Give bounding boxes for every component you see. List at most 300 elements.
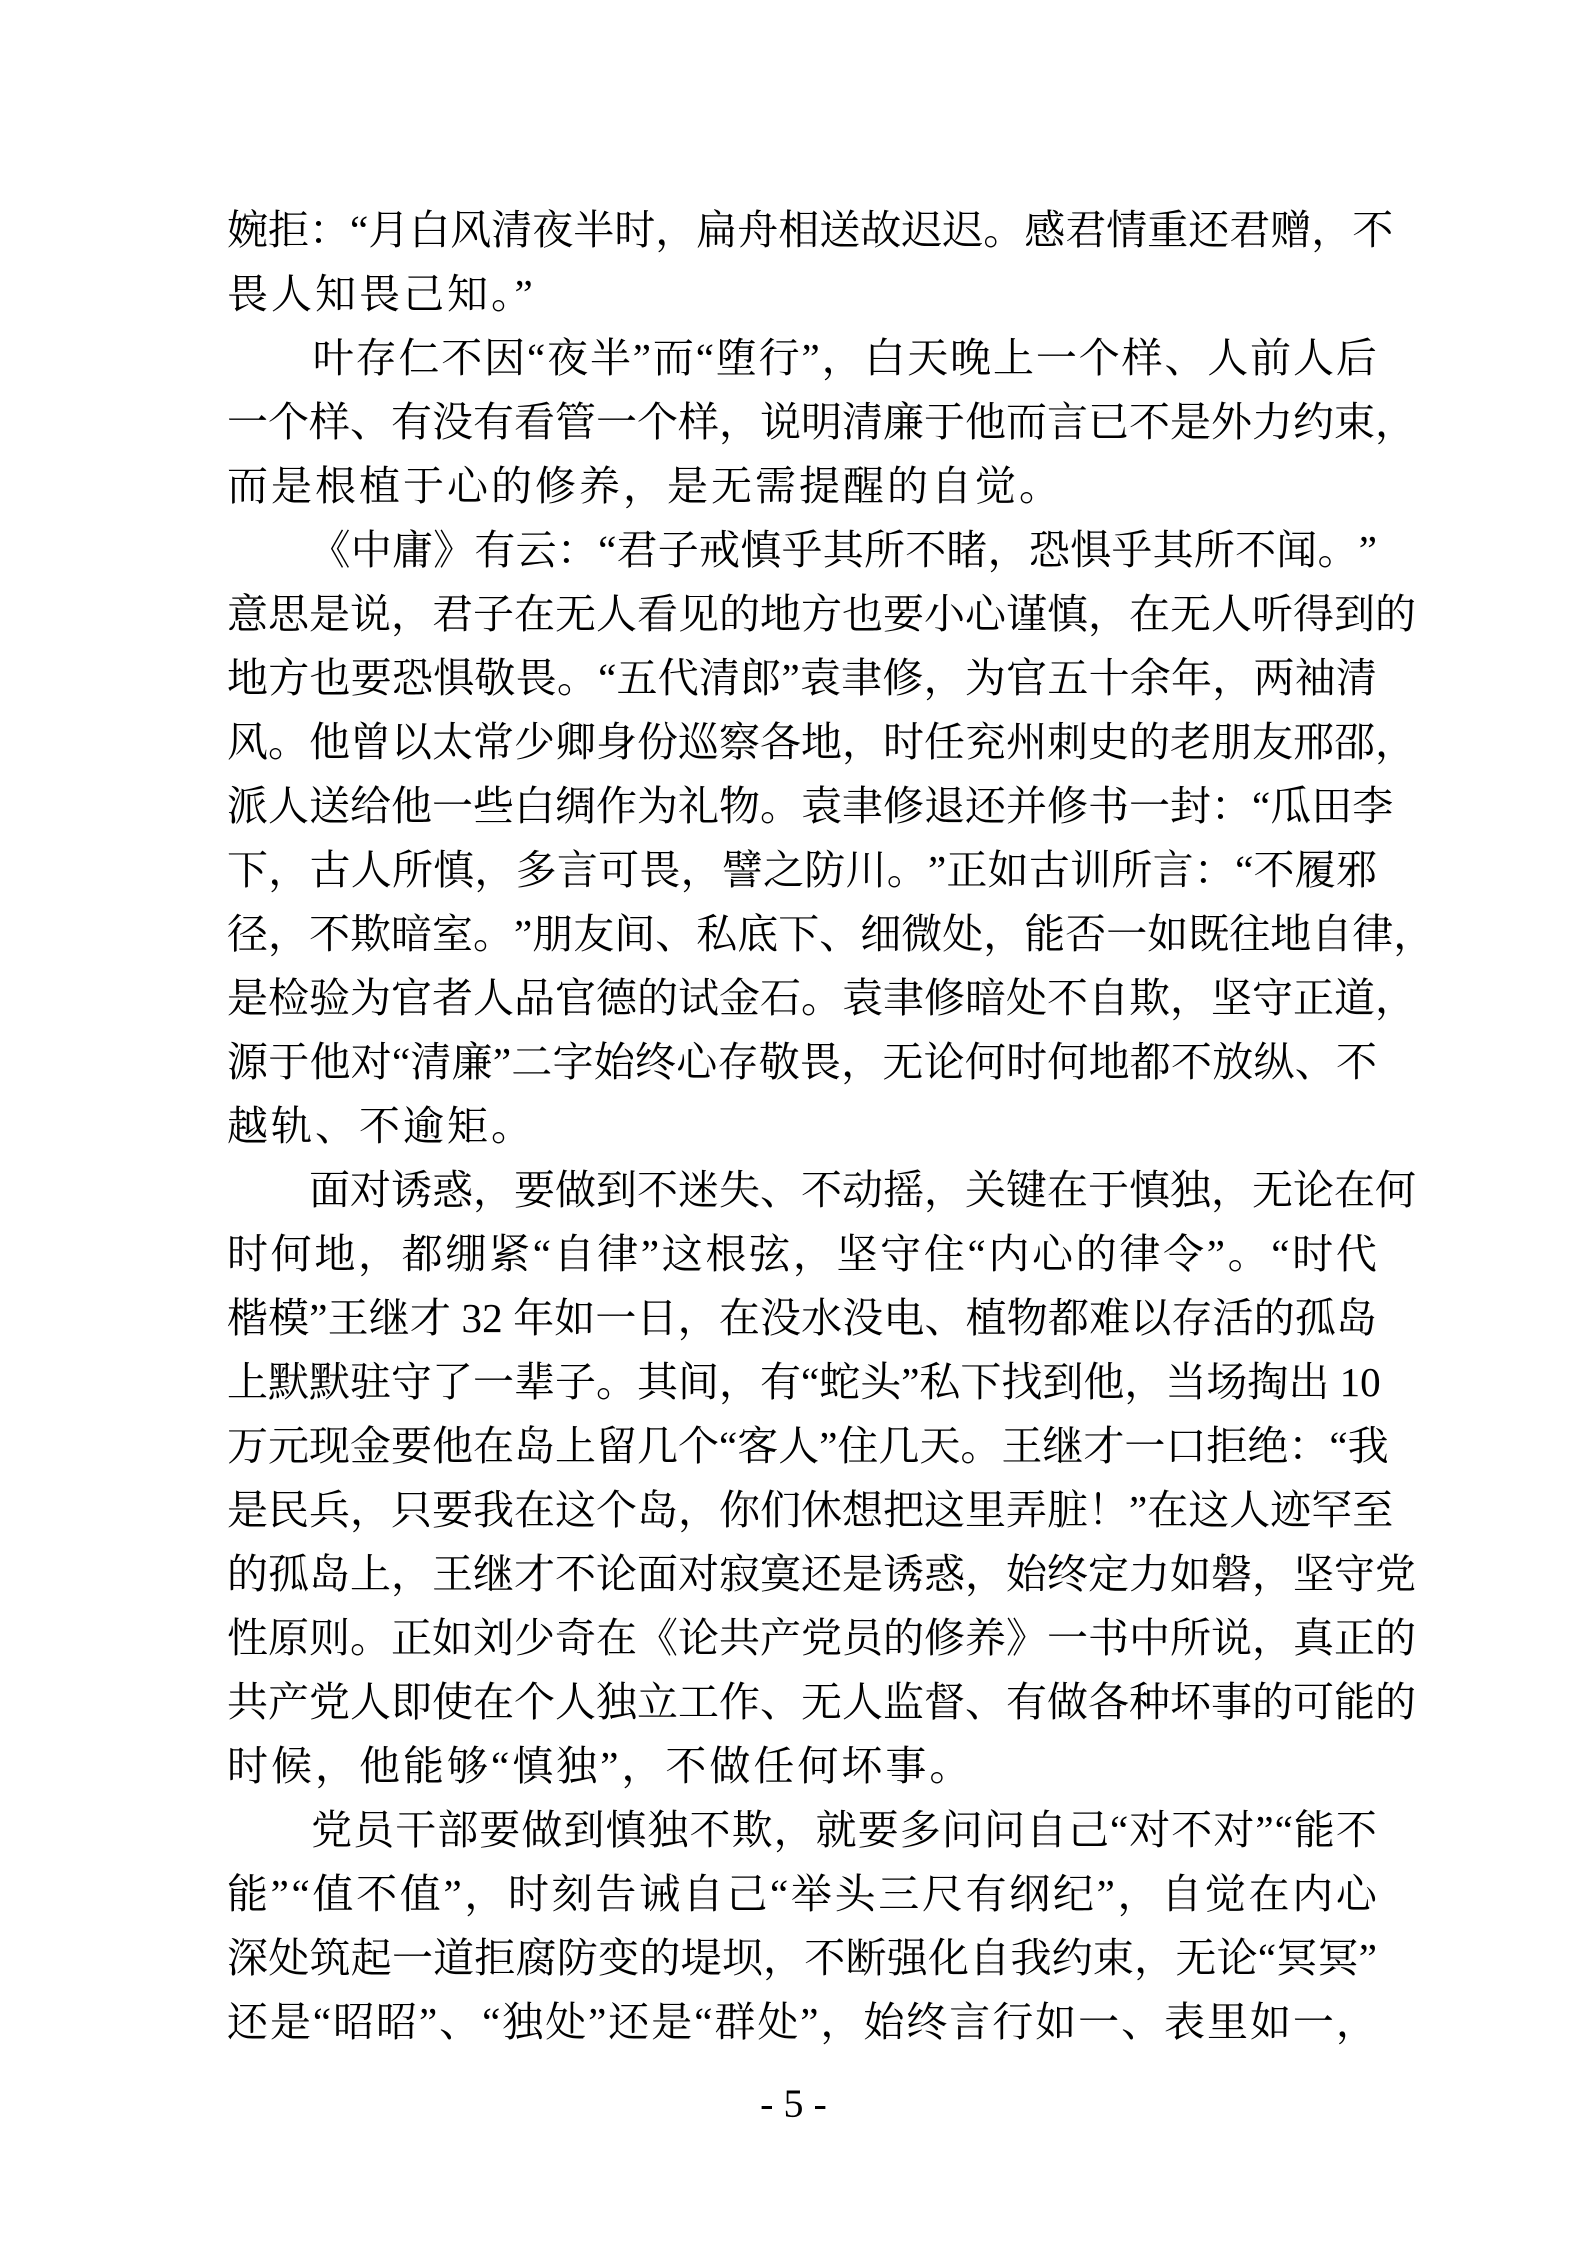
char: 往 xyxy=(1229,911,1271,957)
char: 重 xyxy=(1147,207,1189,253)
char: 他 xyxy=(309,1039,351,1085)
char: 使 xyxy=(432,1679,473,1725)
char: 腐 xyxy=(515,1935,557,1981)
char: 坏 xyxy=(1170,1679,1211,1725)
char: 部 xyxy=(437,1807,479,1853)
char: 楷 xyxy=(227,1295,268,1341)
char: 驻 xyxy=(350,1359,391,1405)
char: ， xyxy=(1252,1551,1293,1597)
char: 瓜 xyxy=(1270,783,1312,829)
char: 其 xyxy=(637,1359,678,1405)
char: 多 xyxy=(515,847,557,893)
char: 有 xyxy=(965,1871,1007,1917)
char: ， xyxy=(987,527,1029,573)
char: 纪 xyxy=(1052,1871,1094,1917)
char xyxy=(227,1798,268,1862)
char: ” xyxy=(270,1871,289,1917)
char: 己 xyxy=(726,1871,768,1917)
char: 乎 xyxy=(781,527,823,573)
char: 论 xyxy=(1293,1167,1334,1213)
char: 的 xyxy=(227,1551,268,1597)
char: 其 xyxy=(822,527,864,573)
char: ， xyxy=(1375,975,1416,1021)
char: 人 xyxy=(1293,335,1335,381)
char: 赠 xyxy=(1270,207,1312,253)
char: 员 xyxy=(842,1615,883,1661)
text-block xyxy=(227,198,1435,2054)
char xyxy=(270,326,311,390)
char: 上 xyxy=(227,1359,268,1405)
char: 白 xyxy=(514,783,555,829)
text-line xyxy=(227,1670,1416,1734)
char: 而 xyxy=(652,335,694,381)
char: 扁 xyxy=(696,207,738,253)
char: 古 xyxy=(309,847,351,893)
char: 没 xyxy=(759,1295,801,1341)
char: 对 xyxy=(350,1039,392,1085)
char: 坚 xyxy=(1293,1551,1334,1597)
char: 共 xyxy=(227,1679,268,1725)
char: 邢 xyxy=(1293,719,1334,765)
char: 太 xyxy=(432,719,473,765)
char: 绝 xyxy=(1247,1423,1289,1469)
char: 纵 xyxy=(1253,1039,1295,1085)
char: 能 xyxy=(1024,911,1066,957)
char: 还 xyxy=(608,1999,650,2045)
char: 所 xyxy=(1170,1615,1211,1661)
char xyxy=(451,1286,461,1350)
char: 如 xyxy=(1170,1551,1211,1597)
char: 当 xyxy=(1165,1359,1207,1405)
char: ” xyxy=(588,1999,607,2045)
char: 自 xyxy=(682,1871,724,1917)
char: 继 xyxy=(368,1295,410,1341)
char: 为 xyxy=(964,655,1006,701)
char: 岛 xyxy=(1335,1295,1377,1341)
char: 群 xyxy=(714,1999,756,2045)
char: 五 xyxy=(616,655,658,701)
char: ， xyxy=(391,591,432,637)
char: 半 xyxy=(589,335,631,381)
char: 间 xyxy=(614,911,656,957)
char: 修 xyxy=(883,783,924,829)
char: 有 xyxy=(760,1359,801,1405)
char: 存 xyxy=(1171,1295,1213,1341)
char: 。 xyxy=(350,1615,391,1661)
char: 何 xyxy=(1047,1039,1089,1085)
char: 何 xyxy=(1375,1167,1416,1213)
char: 送 xyxy=(819,207,861,253)
char: 君 xyxy=(1229,207,1271,253)
char: 种 xyxy=(1129,1679,1170,1725)
char: 任 xyxy=(924,719,965,765)
char: 说 xyxy=(350,591,391,637)
char: 告 xyxy=(595,1871,637,1917)
text-line xyxy=(227,1798,1377,1862)
char: 刺 xyxy=(1047,719,1088,765)
char: 州 xyxy=(1006,719,1047,765)
char: 头 xyxy=(834,1871,876,1917)
char: 故 xyxy=(860,207,902,253)
char: 所 xyxy=(1111,847,1153,893)
char: 他 xyxy=(391,783,432,829)
char: 寞 xyxy=(760,1551,801,1597)
text-line xyxy=(227,582,1416,646)
char: 日 xyxy=(636,1295,678,1341)
text-line xyxy=(227,1158,1416,1222)
char: 养 xyxy=(965,1615,1006,1661)
char: 闻 xyxy=(1276,527,1318,573)
char: 2 xyxy=(482,1295,503,1341)
char: 要 xyxy=(432,1487,473,1533)
char: 继 xyxy=(1042,1423,1084,1469)
char: 要 xyxy=(514,1167,555,1213)
char: 内 xyxy=(988,1231,1030,1277)
char: 书 xyxy=(1088,783,1129,829)
char: 在 xyxy=(514,591,555,637)
char: 岛 xyxy=(514,1423,555,1469)
char: 事 xyxy=(1211,1679,1252,1725)
char: 慎 xyxy=(1047,591,1088,637)
char: 睹 xyxy=(946,527,988,573)
char: 听 xyxy=(1252,591,1293,637)
char: 年 xyxy=(513,1295,555,1341)
char: ， xyxy=(965,1551,1006,1597)
char: 找 xyxy=(1001,1359,1043,1405)
char: 才 xyxy=(514,1551,555,1597)
char: 则 xyxy=(309,1615,350,1661)
char: 失 xyxy=(719,1167,760,1213)
char: 暗 xyxy=(391,911,432,957)
char: 的 xyxy=(1375,591,1416,637)
char: 没 xyxy=(432,399,473,445)
char: 各 xyxy=(760,719,801,765)
char: 刻 xyxy=(551,1871,593,1917)
char: 没 xyxy=(842,1295,884,1341)
char: 面 xyxy=(637,1551,678,1597)
char: 令 xyxy=(1163,1231,1205,1277)
char: 力 xyxy=(1129,1551,1170,1597)
char: 何 xyxy=(270,1231,312,1277)
char: ” xyxy=(1096,1871,1115,1917)
char: ， xyxy=(821,335,863,381)
char: 《 xyxy=(309,527,351,573)
char: 问 xyxy=(983,1807,1025,1853)
char: 不 xyxy=(555,1551,596,1597)
char: ： xyxy=(556,527,598,573)
char: 子 xyxy=(657,527,699,573)
char: 终 xyxy=(634,1039,676,1085)
char: 自 xyxy=(1025,1807,1067,1853)
char: 人 xyxy=(1211,591,1252,637)
char: 至 xyxy=(1352,1487,1394,1533)
char: 间 xyxy=(678,1359,719,1405)
char: 个 xyxy=(268,399,309,445)
char: 化 xyxy=(927,1935,969,1981)
char: ， xyxy=(719,1359,760,1405)
char: “ xyxy=(598,527,617,573)
text-line xyxy=(227,1926,1377,1990)
char: 能 xyxy=(1334,1679,1375,1725)
char: 堕 xyxy=(715,335,757,381)
char: 有 xyxy=(1006,1679,1047,1725)
char: 刘 xyxy=(473,1615,514,1661)
char: 云 xyxy=(515,527,557,573)
char: ， xyxy=(719,399,760,445)
char: ， xyxy=(1124,1359,1166,1405)
char: 廉 xyxy=(883,399,924,445)
char: 们 xyxy=(760,1487,801,1533)
char: 舟 xyxy=(737,207,779,253)
char: 仁 xyxy=(398,335,440,381)
char: 强 xyxy=(886,1935,928,1981)
char: 我 xyxy=(1347,1423,1389,1469)
char: 对 xyxy=(350,1167,391,1213)
char: 履 xyxy=(1294,847,1336,893)
char: “ xyxy=(1271,1231,1290,1277)
char: 细 xyxy=(860,911,902,957)
char: 慎 xyxy=(740,527,782,573)
char: 是 xyxy=(842,1551,883,1597)
char: 地 xyxy=(801,719,842,765)
char: 都 xyxy=(1047,1295,1089,1341)
char: “ xyxy=(482,1999,501,2045)
char: 。 xyxy=(473,911,514,957)
char: 君 xyxy=(432,591,473,637)
char: 半 xyxy=(573,207,615,253)
char: 心 xyxy=(676,1039,718,1085)
char: 如 xyxy=(1249,1999,1291,2045)
char: 王 xyxy=(327,1295,369,1341)
char: 在 xyxy=(1147,1487,1189,1533)
char: 一 xyxy=(1106,911,1148,957)
char: 份 xyxy=(637,719,678,765)
char: ” xyxy=(492,1039,512,1085)
char: 地 xyxy=(227,655,268,701)
char: 廉 xyxy=(451,1039,493,1085)
char: 的 xyxy=(1253,1295,1295,1341)
char: 中 xyxy=(1129,1615,1170,1661)
char: 根 xyxy=(705,1231,747,1277)
char: 而 xyxy=(1006,399,1047,445)
char: 如 xyxy=(432,1615,473,1661)
char: 防 xyxy=(556,1935,598,1981)
char: 作 xyxy=(719,1679,760,1725)
char: ， xyxy=(841,1039,883,1085)
char: 石 xyxy=(760,975,801,1021)
char: ： xyxy=(1211,783,1252,829)
char: 党 xyxy=(801,1615,842,1661)
char: 不 xyxy=(1335,1807,1377,1853)
char: 史 xyxy=(1088,719,1129,765)
char: 不 xyxy=(637,1167,678,1213)
char: 督 xyxy=(924,1679,965,1725)
char: 论 xyxy=(1216,1935,1258,1981)
paragraph xyxy=(227,1798,1377,2054)
char: ， xyxy=(1252,1615,1293,1661)
char: 人 xyxy=(350,1679,391,1725)
char: 一 xyxy=(595,1295,637,1341)
char: 掏 xyxy=(1247,1359,1289,1405)
char: 的 xyxy=(1252,1679,1293,1725)
char: 有 xyxy=(474,527,516,573)
char: 物 xyxy=(719,783,760,829)
char: 独 xyxy=(647,1807,689,1853)
char: 键 xyxy=(1006,1167,1047,1213)
char: 束 xyxy=(1092,1935,1134,1981)
char: 这 xyxy=(924,1487,965,1533)
text-line xyxy=(227,1030,1377,1094)
char: 罕 xyxy=(1311,1487,1353,1533)
char: 不 xyxy=(441,335,483,381)
char: 律 xyxy=(1119,1231,1161,1277)
char: ” xyxy=(901,1359,920,1405)
char xyxy=(268,1158,309,1222)
char: 能 xyxy=(1293,1807,1335,1853)
char: 少 xyxy=(514,719,555,765)
char: “ xyxy=(694,1999,713,2045)
char: 郎 xyxy=(740,655,782,701)
char: 为 xyxy=(350,975,391,1021)
char: 因 xyxy=(484,335,526,381)
char: 场 xyxy=(1206,1359,1248,1405)
char: 。 xyxy=(886,847,928,893)
char: 正 xyxy=(1334,1615,1375,1661)
char: 立 xyxy=(637,1679,678,1725)
char: ！ xyxy=(1088,1487,1129,1533)
char: “ xyxy=(391,1039,411,1085)
text-line xyxy=(227,1222,1377,1286)
char: 白 xyxy=(409,207,451,253)
char: 派 xyxy=(227,783,268,829)
char: “ xyxy=(695,335,714,381)
char: 辈 xyxy=(514,1359,555,1405)
char: 论 xyxy=(678,1615,719,1661)
char: 既 xyxy=(1188,911,1230,957)
char: 友 xyxy=(573,911,615,957)
char xyxy=(227,1158,268,1222)
char: 是 xyxy=(309,591,350,637)
char: 是 xyxy=(227,975,268,1021)
char: 如 xyxy=(987,847,1029,893)
char: 心 xyxy=(1335,1871,1377,1917)
paragraph xyxy=(227,198,1394,326)
char: 原 xyxy=(268,1615,309,1661)
char: 守 xyxy=(1334,1551,1375,1597)
char: 上 xyxy=(993,335,1034,381)
char: 情 xyxy=(1106,207,1148,253)
char: ， xyxy=(1088,591,1129,637)
char: 人 xyxy=(473,975,514,1021)
char: ： xyxy=(1193,847,1235,893)
char: 口 xyxy=(1165,1423,1207,1469)
char: 王 xyxy=(1001,1423,1043,1469)
char: 训 xyxy=(1070,847,1112,893)
char: ” xyxy=(1358,1935,1377,1981)
char: 。 xyxy=(960,1423,1002,1469)
char: 说 xyxy=(760,399,801,445)
char: 一 xyxy=(1124,1423,1166,1469)
char: 植 xyxy=(965,1295,1007,1341)
char: 住 xyxy=(923,1231,965,1277)
char: 不 xyxy=(804,1935,846,1981)
char: 之 xyxy=(763,847,805,893)
char: 奇 xyxy=(555,1615,596,1661)
char: 道 xyxy=(1334,975,1375,1021)
char: 两 xyxy=(1253,655,1295,701)
char: 慎 xyxy=(1129,1167,1170,1213)
char: 书 xyxy=(1088,1615,1129,1661)
char: 力 xyxy=(1252,399,1293,445)
char: ” xyxy=(800,1999,819,2045)
char: 处 xyxy=(268,1935,310,1981)
char: 无 xyxy=(555,591,596,637)
char: ” xyxy=(309,1295,328,1341)
char: 诫 xyxy=(639,1871,680,1917)
char: 不 xyxy=(309,911,350,957)
char xyxy=(503,1286,513,1350)
char: 底 xyxy=(737,911,779,957)
char: 束 xyxy=(1334,399,1375,445)
char: 要 xyxy=(479,1807,521,1853)
char: 人 xyxy=(555,1679,596,1725)
text-line xyxy=(227,902,1435,966)
char: ， xyxy=(678,1487,719,1533)
char: 地 xyxy=(314,1231,356,1277)
char: 样 xyxy=(678,399,719,445)
char: 、 xyxy=(1294,1039,1336,1085)
char: “ xyxy=(967,1231,986,1277)
char: 己 xyxy=(1067,1807,1109,1853)
char: 人 xyxy=(1207,335,1249,381)
char: ， xyxy=(1311,207,1353,253)
char: 岛 xyxy=(309,1551,350,1597)
char: 心 xyxy=(1032,1231,1074,1277)
char: 元 xyxy=(268,1423,309,1469)
char: ， xyxy=(792,1231,834,1277)
char xyxy=(268,518,309,582)
char: 就 xyxy=(815,1807,857,1853)
char: 做 xyxy=(555,1167,596,1213)
text-line xyxy=(227,838,1377,902)
char: “ xyxy=(312,1999,332,2045)
char: 纲 xyxy=(1009,1871,1051,1917)
char: “ xyxy=(598,655,617,701)
char: 。 xyxy=(268,719,309,765)
char: 存 xyxy=(717,1039,759,1085)
char: 0 xyxy=(1360,1359,1381,1405)
char: 恐 xyxy=(1028,527,1070,573)
char: 还 xyxy=(227,1999,268,2045)
char: 自 xyxy=(1161,1871,1203,1917)
char: 里 xyxy=(965,1487,1006,1533)
char: 不 xyxy=(1352,207,1394,253)
char: 作 xyxy=(596,783,637,829)
char: 聿 xyxy=(842,783,883,829)
char: 修 xyxy=(924,1615,965,1661)
char: 一 xyxy=(432,783,473,829)
char: 行 xyxy=(758,335,800,381)
char: 独 xyxy=(1170,1167,1211,1213)
char: 这 xyxy=(661,1231,703,1277)
char: 有 xyxy=(473,399,514,445)
char: 到 xyxy=(1334,591,1375,637)
char: “ xyxy=(1109,1807,1129,1853)
char: 不 xyxy=(1129,399,1170,445)
char: 者 xyxy=(432,975,473,1021)
char: 退 xyxy=(924,783,965,829)
char: 下 xyxy=(778,911,820,957)
